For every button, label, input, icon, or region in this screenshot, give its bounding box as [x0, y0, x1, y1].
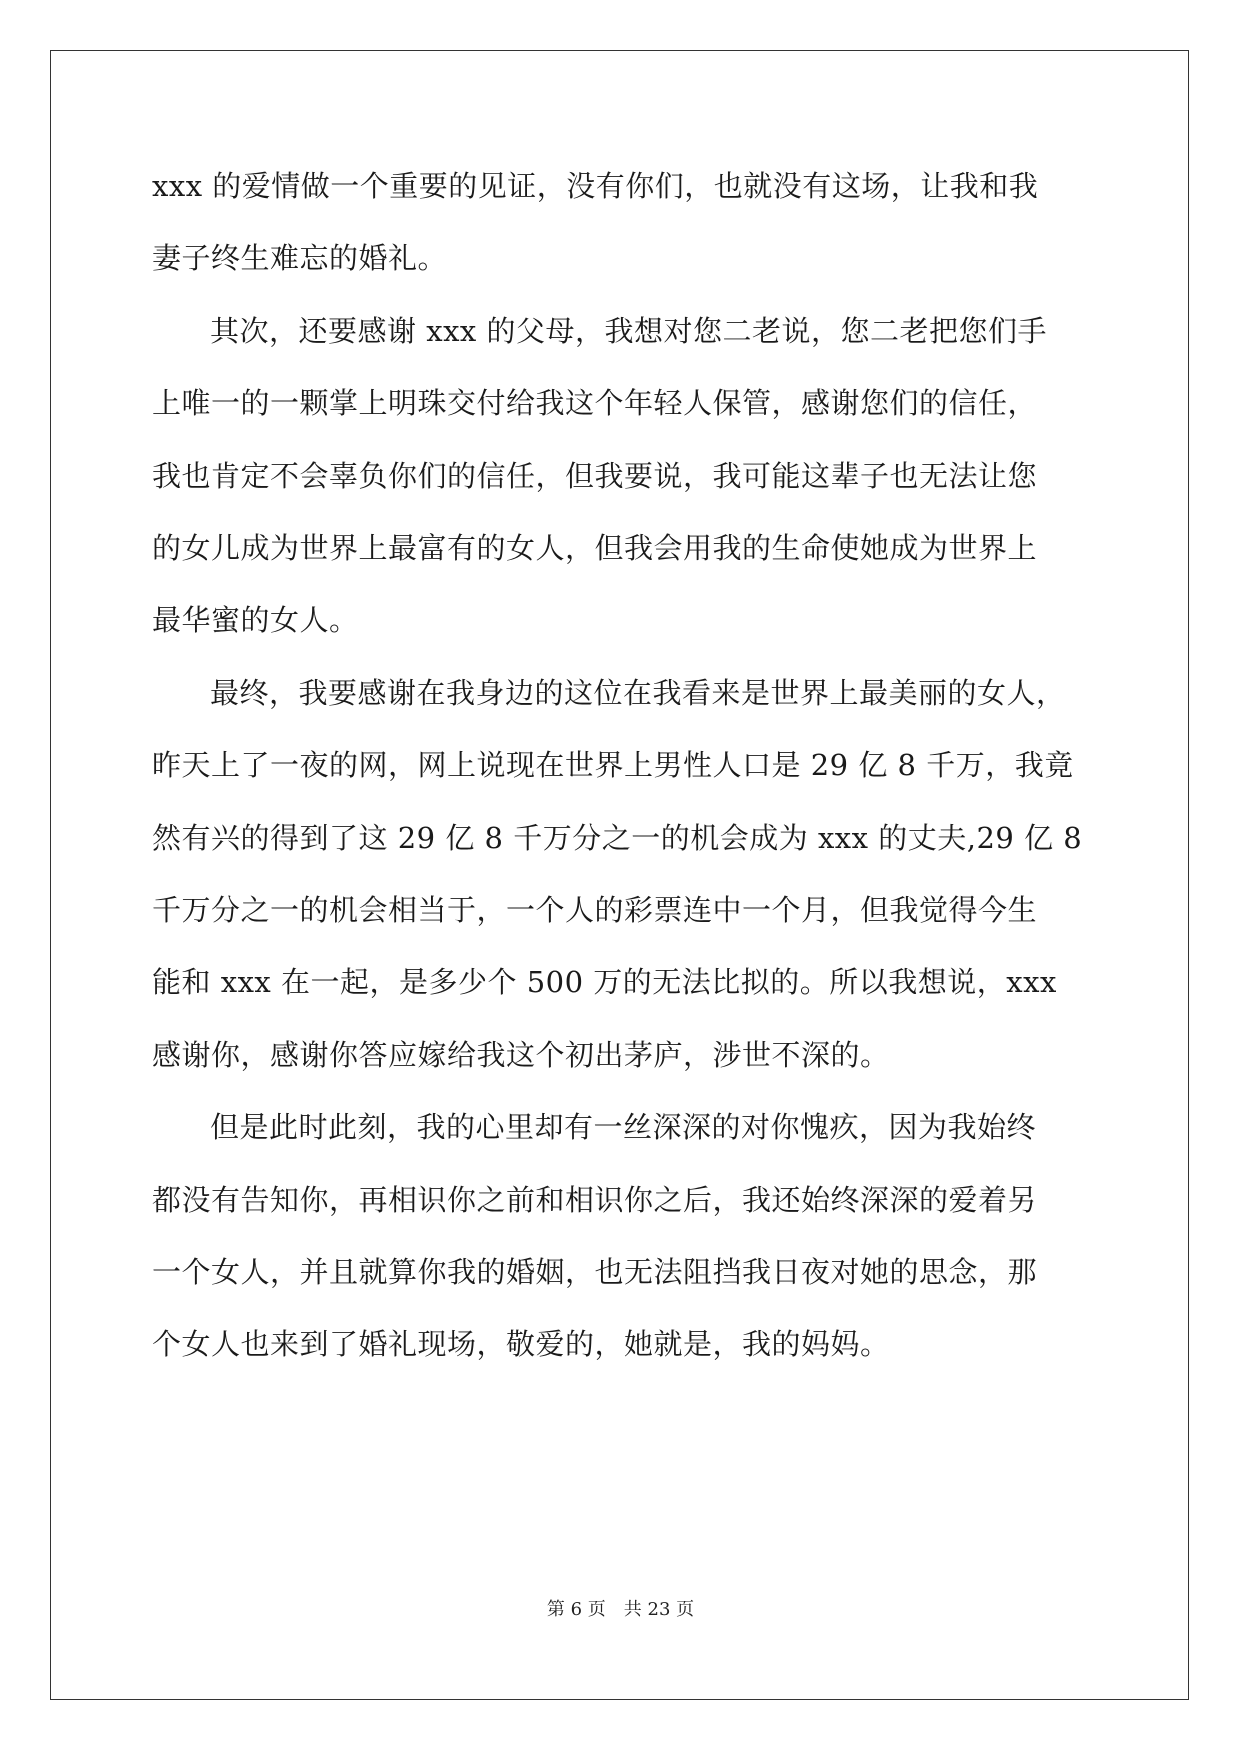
text-line: 都没有告知你，再相识你之前和相识你之后，我还始终深深的爱着另 — [152, 1183, 1038, 1217]
text-line: 妻子终生难忘的婚礼。 — [152, 241, 448, 275]
text-line: xxx 的爱情做一个重要的见证，没有你们，也就没有这场，让我和我 — [152, 169, 1039, 203]
text-line: 感谢你，感谢你答应嫁给我这个初出茅庐，涉世不深的。 — [152, 1038, 890, 1072]
paragraph-first-line: 最终，我要感谢在我身边的这位在我看来是世界上最美丽的女人， — [210, 676, 1066, 710]
text-line: 一个女人，并且就算你我的婚姻，也无法阻挡我日夜对她的思念，那 — [152, 1255, 1038, 1289]
text-line: 昨天上了一夜的网，网上说现在世界上男性人口是 29 亿 8 千万，我竟 — [152, 748, 1074, 782]
text-line: 能和 xxx 在一起，是多少个 500 万的无法比拟的。所以我想说，xxx — [152, 965, 1057, 999]
text-line: 的女儿成为世界上最富有的女人，但我会用我的生命使她成为世界上 — [152, 531, 1038, 565]
page-number-footer: 第 6 页 共 23 页 — [546, 1599, 695, 1620]
paragraph-first-line: 但是此时此刻，我的心里却有一丝深深的对你愧疚，因为我始终 — [210, 1110, 1037, 1144]
page-border — [50, 50, 1189, 1700]
text-line: 最华蜜的女人。 — [152, 603, 359, 637]
text-line: 我也肯定不会辜负你们的信任，但我要说，我可能这辈子也无法让您 — [152, 459, 1038, 493]
text-line: 个女人也来到了婚礼现场，敬爱的，她就是，我的妈妈。 — [152, 1327, 890, 1361]
text-line: 上唯一的一颗掌上明珠交付给我这个年轻人保管，感谢您们的信任， — [152, 386, 1038, 420]
text-line: 千万分之一的机会相当于，一个人的彩票连中一个月，但我觉得今生 — [152, 893, 1038, 927]
text-line: 然有兴的得到了这 29 亿 8 千万分之一的机会成为 xxx 的丈夫,29 亿 8 — [152, 821, 1083, 855]
paragraph-first-line: 其次，还要感谢 xxx 的父母，我想对您二老说，您二老把您们手 — [210, 314, 1048, 348]
